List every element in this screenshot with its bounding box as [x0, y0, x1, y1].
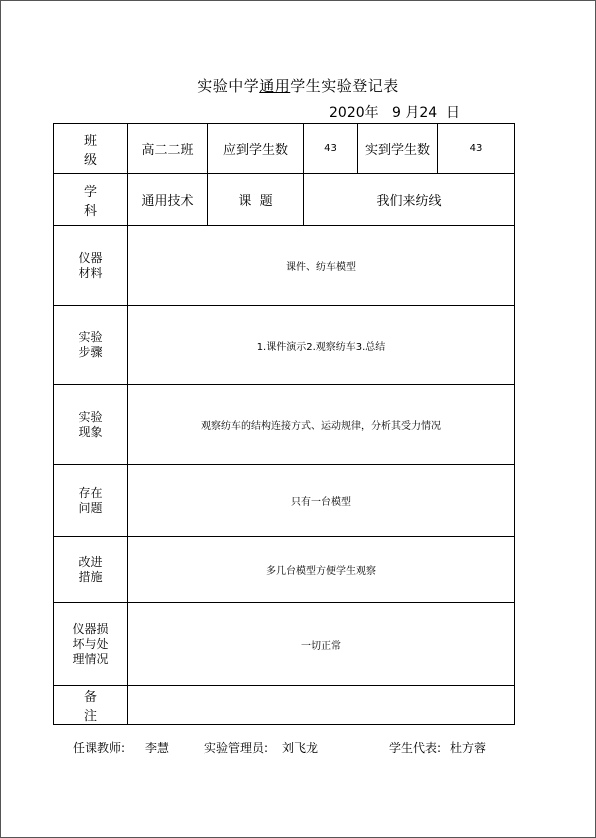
remarks-label: 备 注 [54, 686, 128, 725]
title-part-2: 通用 [259, 77, 291, 95]
teacher-label: 任课教师: [73, 741, 126, 755]
class-value: 高二二班 [128, 124, 208, 174]
title-part-1: 实验中学 [197, 77, 260, 95]
actual-students-label: 实到学生数 [358, 124, 438, 174]
class-label: 班 级 [54, 124, 128, 174]
improvements-value: 多几台模型方便学生观察 [128, 537, 515, 603]
problems-label: 存在 问题 [54, 465, 128, 537]
steps-label: 实验 步骤 [54, 306, 128, 385]
actual-students-value: 43 [438, 124, 515, 174]
table-row [54, 537, 515, 603]
expected-students-label: 应到学生数 [208, 124, 304, 174]
improvements-label: 改进 措施 [54, 537, 128, 603]
lab-admin-name: 刘飞龙 [282, 741, 319, 755]
table-row [54, 603, 515, 686]
student-rep-label: 学生代表: [389, 741, 442, 755]
table-row [54, 385, 515, 465]
subject-label: 学 科 [54, 174, 128, 226]
registration-table [53, 123, 515, 725]
teacher-name: 李慧 [145, 741, 170, 755]
problems-value: 只有一台模型 [128, 465, 515, 537]
table-row [54, 465, 515, 537]
topic-value: 我们来纺线 [304, 174, 515, 226]
phenomenon-label: 实验 现象 [54, 385, 128, 465]
student-rep-name: 杜方蓉 [450, 741, 487, 755]
remarks-value [128, 686, 515, 725]
expected-students-value: 43 [304, 124, 358, 174]
table-row [54, 226, 515, 306]
subject-value: 通用技术 [128, 174, 208, 226]
materials-value: 课件、纺车模型 [128, 226, 515, 306]
damage-value: 一切正常 [128, 603, 515, 686]
title-part-3: 学生实验登记表 [290, 77, 399, 95]
table-row [54, 124, 515, 174]
materials-label: 仪器 材料 [54, 226, 128, 306]
steps-value: 1.课件演示2.观察纺车3.总结 [128, 306, 515, 385]
table-row [54, 686, 515, 725]
lab-admin-label: 实验管理员: [204, 741, 269, 755]
damage-label: 仪器损 坏与处 理情况 [54, 603, 128, 686]
topic-label: 课 题 [208, 174, 304, 226]
page-title [0, 75, 596, 96]
table-row [54, 174, 515, 226]
date: 2020年 9 月24 日 [329, 105, 461, 121]
phenomenon-value: 观察纺车的结构连接方式、运动规律，分析其受力情况 [128, 385, 515, 465]
table-row [54, 306, 515, 385]
